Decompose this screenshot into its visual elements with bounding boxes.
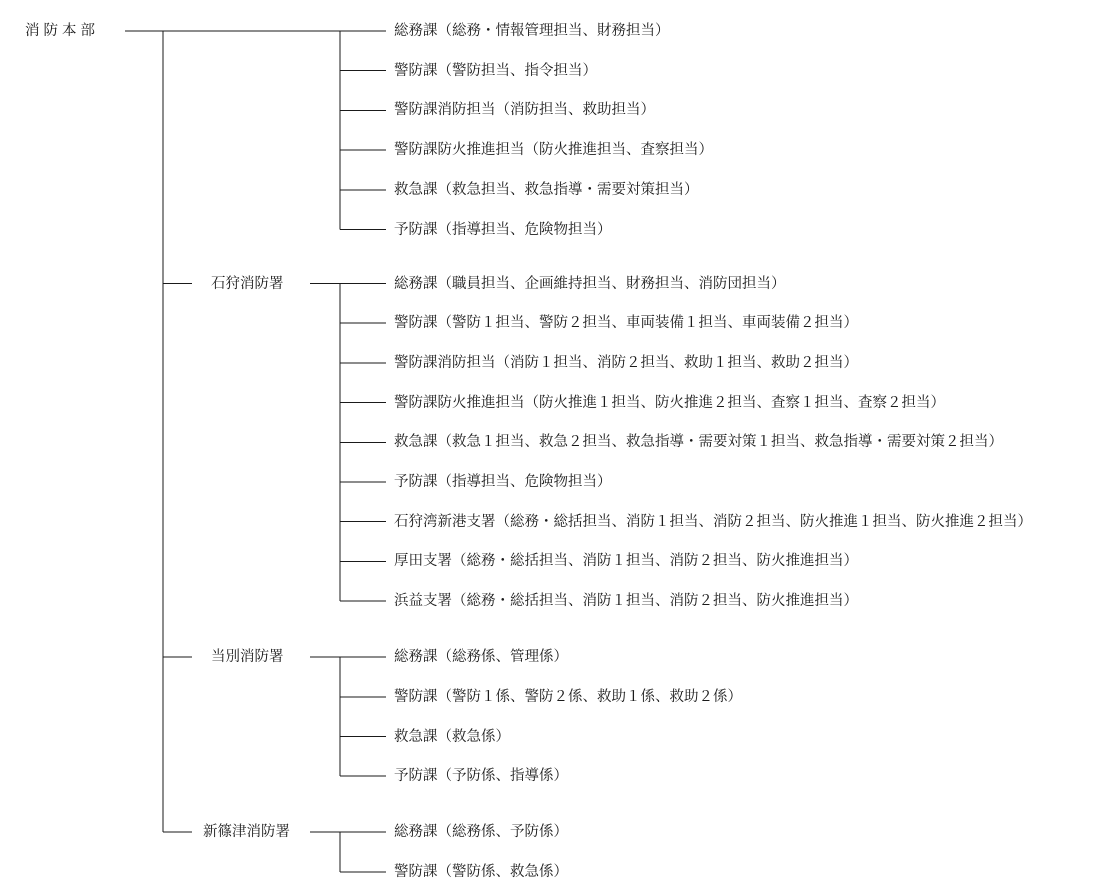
hq-section-label: 警防課消防担当（消防担当、救助担当） xyxy=(394,102,655,119)
station-section-label: 石狩湾新港支署（総務・総括担当、消防１担当、消防２担当、防火推進１担当、防火推進２担当） xyxy=(394,513,1032,530)
station-section-label: 警防課（警防１係、警防２係、救助１係、救助２係） xyxy=(394,688,742,705)
station-section-label: 厚田支署（総務・総括担当、消防１担当、消防２担当、防火推進担当） xyxy=(394,553,858,570)
station-section-label: 浜益支署（総務・総括担当、消防１担当、消防２担当、防火推進担当） xyxy=(394,593,858,610)
station-section-label: 救急課（救急１担当、救急２担当、救急指導・需要対策１担当、救急指導・需要対策２担当） xyxy=(394,434,1003,451)
hq-section-label: 警防課（警防担当、指令担当） xyxy=(394,62,597,79)
station-section-label: 警防課（警防係、救急係） xyxy=(394,863,568,880)
station-label: 当別消防署 xyxy=(211,649,284,666)
station-section-label: 総務課（職員担当、企画維持担当、財務担当、消防団担当） xyxy=(394,275,786,292)
hq-section-label: 総務課（総務・情報管理担当、財務担当） xyxy=(394,23,670,39)
station-section-label: 救急課（救急係） xyxy=(394,728,510,745)
station-label: 新篠津消防署 xyxy=(203,824,290,841)
station-section-label: 予防課（予防係、指導係） xyxy=(394,768,568,785)
hq-section-label: 警防課防火推進担当（防火推進担当、査察担当） xyxy=(394,142,713,159)
station-section-label: 総務課（総務係、予防係） xyxy=(394,824,568,841)
station-label: 石狩消防署 xyxy=(211,275,284,292)
root-node: 消防本部 xyxy=(25,23,99,39)
station-section-label: 総務課（総務係、管理係） xyxy=(394,649,568,666)
station-section-label: 警防課（警防１担当、警防２担当、車両装備１担当、車両装備２担当） xyxy=(394,315,858,332)
station-section-label: 警防課消防担当（消防１担当、消防２担当、救助１担当、救助２担当） xyxy=(394,354,858,371)
station-section-label: 警防課防火推進担当（防火推進１担当、防火推進２担当、査察１担当、査察２担当） xyxy=(394,394,945,411)
station-section-label: 予防課（指導担当、危険物担当） xyxy=(394,474,612,490)
hq-section-label: 予防課（指導担当、危険物担当） xyxy=(394,221,612,238)
hq-section-label: 救急課（救急担当、救急指導・需要対策担当） xyxy=(394,181,699,198)
